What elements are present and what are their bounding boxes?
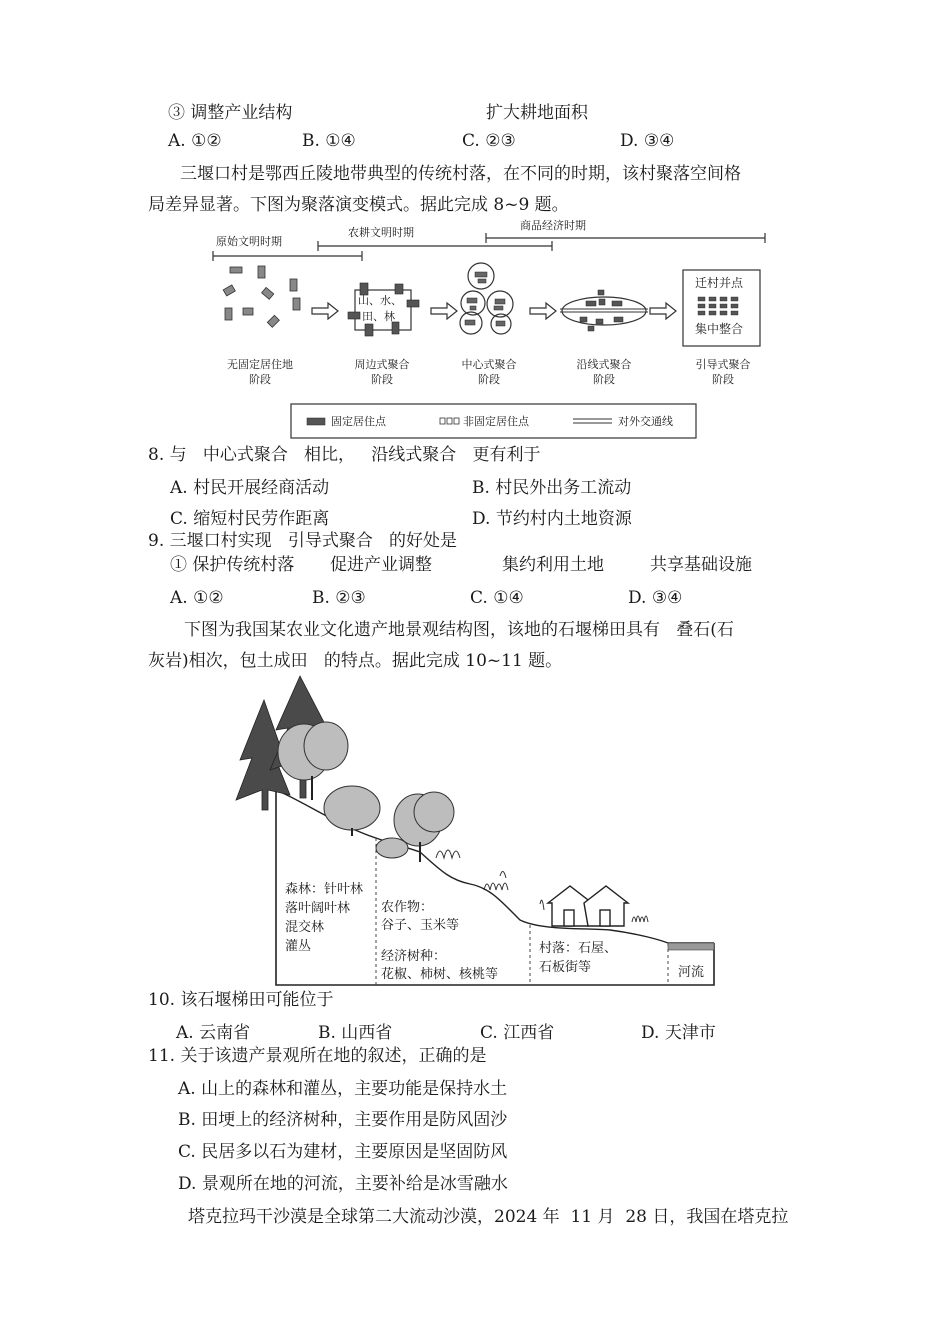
guide-box-line2: 集中整合	[695, 322, 744, 336]
stage4-label: 沿线式聚合 阶段	[576, 358, 632, 386]
stage5-label: 引导式聚合 阶段	[695, 358, 751, 386]
q8-option-b: B. 村民外出务工流动	[472, 478, 632, 498]
box-text-line1: 山、水、	[358, 294, 402, 307]
q11-option-d: D. 景观所在地的河流，主要补给是冰雪融水	[178, 1174, 508, 1194]
q9-item1: ① 保护传统村落	[170, 555, 295, 575]
q9-choice-c: C. ①④	[470, 588, 524, 608]
crops-label: 农作物： 谷子、玉米等	[381, 900, 460, 933]
stage1-label: 无固定居住地 阶段	[227, 358, 293, 386]
q9-item4: 共享基础设施	[650, 555, 752, 575]
passage2-line2: 灰岩)相次，包土成田 的特点。据此完成 10~11 题。	[148, 651, 563, 671]
q11-option-c: C. 民居多以石为建材，主要原因是坚固防风	[178, 1142, 508, 1162]
q10-choice-b: B. 山西省	[318, 1023, 393, 1043]
q7-choice-d: D. ③④	[620, 131, 675, 151]
q11-option-b: B. 田埂上的经济树种，主要作用是防风固沙	[178, 1110, 508, 1130]
legend-fixed: 固定居住点	[331, 415, 386, 428]
q10-choice-a: A. 云南省	[176, 1023, 251, 1043]
q8-option-d: D. 节约村内土地资源	[472, 509, 632, 529]
q7-option3: ③ 调整产业结构	[168, 103, 293, 123]
forest-label: 森林：针叶林 落叶阔叶林 混交林 灌丛	[285, 882, 364, 954]
village-label: 村落：石屋、 石板街等	[539, 941, 618, 975]
q7-choice-a: A. ①②	[168, 131, 222, 151]
q11-stem: 11. 关于该遗产景观所在地的叙述，正确的是	[148, 1046, 487, 1066]
q8-stem: 8. 与 中心式聚合 相比， 沿线式聚合 更有利于	[148, 445, 541, 465]
q7-choice-c: C. ②③	[462, 131, 516, 151]
q9-choice-a: A. ①②	[170, 588, 224, 608]
q9-choice-b: B. ②③	[312, 588, 366, 608]
legend-nonfixed: 非固定居住点	[463, 415, 529, 428]
legend-road: 对外交通线	[618, 415, 673, 428]
economic-trees-label: 经济树种： 花椒、柿树、核桃等	[381, 949, 499, 982]
q9-stem: 9. 三堰口村实现 引导式聚合 的好处是	[148, 531, 458, 551]
q8-option-c: C. 缩短村民劳作距离	[170, 509, 330, 529]
q10-stem: 10. 该石堰梯田可能位于	[148, 990, 334, 1010]
stage3-label: 中心式聚合 阶段	[461, 358, 517, 386]
q10-choice-d: D. 天津市	[641, 1023, 716, 1043]
stage2-label: 周边式聚合 阶段	[354, 358, 410, 386]
q9-item2: 促进产业调整	[330, 555, 432, 575]
q7-option4: 扩大耕地面积	[486, 103, 588, 123]
period-primitive-label: 原始文明时期	[216, 235, 282, 248]
guide-box-line1: 迁村并点	[695, 276, 744, 290]
passage3-line1: 塔克拉玛干沙漠是全球第二大流动沙漠，2024 年 11 月 28 日，我国在塔克拉	[188, 1207, 789, 1227]
q10-choice-c: C. 江西省	[480, 1023, 555, 1043]
q8-option-a: A. 村民开展经商活动	[170, 478, 330, 498]
river-label: 河流	[678, 965, 705, 980]
passage2-line1: 下图为我国某农业文化遗产地景观结构图，该地的石堰梯田具有 叠石(石	[184, 620, 734, 640]
stone-houses	[548, 886, 628, 926]
q7-choice-b: B. ①④	[302, 131, 356, 151]
period-farming-label: 农耕文明时期	[348, 226, 414, 239]
period-commodity-label: 商品经济时期	[520, 219, 586, 232]
q9-item3: 集约利用土地	[502, 555, 604, 575]
q11-option-a: A. 山上的森林和灌丛，主要功能是保持水土	[178, 1079, 508, 1099]
q9-choice-d: D. ③④	[628, 588, 683, 608]
passage1-line2: 局差异显著。下图为聚落演变模式。据此完成 8~9 题。	[148, 195, 569, 215]
river-water	[668, 943, 714, 950]
passage1-line1: 三堰口村是鄂西丘陵地带典型的传统村落，在不同的时期，该村聚落空间格	[180, 164, 741, 184]
box-text-line2: 田、林	[362, 310, 395, 323]
